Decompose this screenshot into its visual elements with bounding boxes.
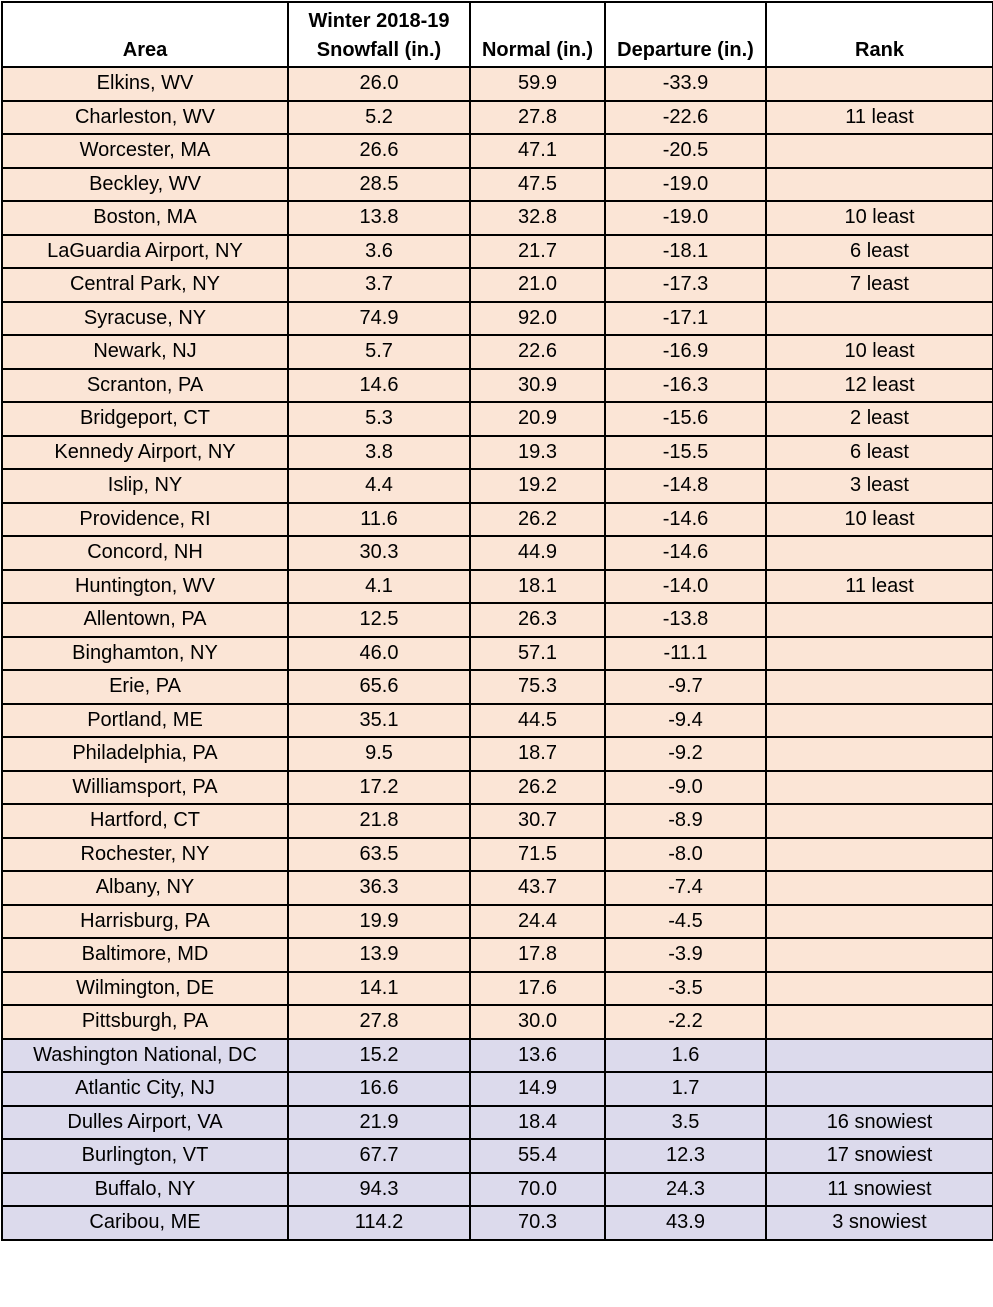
cell-snowfall: 114.2: [288, 1206, 470, 1240]
cell-rank: [766, 536, 993, 570]
cell-normal: 71.5: [470, 838, 605, 872]
table-row: [2, 1072, 993, 1106]
cell-departure: -2.2: [605, 1005, 766, 1039]
table-row: [2, 67, 993, 101]
cell-rank: 7 least: [766, 268, 993, 302]
cell-area: Bridgeport, CT: [2, 402, 288, 436]
cell-rank: [766, 838, 993, 872]
table-row: [2, 469, 993, 503]
cell-departure: -14.6: [605, 503, 766, 537]
table-row: [2, 302, 993, 336]
cell-area: Beckley, WV: [2, 168, 288, 202]
cell-area: Portland, ME: [2, 704, 288, 738]
cell-snowfall: 4.4: [288, 469, 470, 503]
cell-normal: 27.8: [470, 101, 605, 135]
cell-normal: 19.3: [470, 436, 605, 470]
cell-normal: 17.8: [470, 938, 605, 972]
cell-normal: 70.3: [470, 1206, 605, 1240]
cell-snowfall: 30.3: [288, 536, 470, 570]
cell-area: Albany, NY: [2, 871, 288, 905]
cell-snowfall: 11.6: [288, 503, 470, 537]
cell-departure: -9.4: [605, 704, 766, 738]
cell-snowfall: 36.3: [288, 871, 470, 905]
cell-rank: [766, 938, 993, 972]
cell-departure: -14.0: [605, 570, 766, 604]
cell-departure: 3.5: [605, 1106, 766, 1140]
cell-area: Erie, PA: [2, 670, 288, 704]
cell-rank: 10 least: [766, 201, 993, 235]
cell-area: Charleston, WV: [2, 101, 288, 135]
header-snowfall-line2: Snowfall (in.): [316, 39, 442, 61]
table-row: [2, 1005, 993, 1039]
cell-rank: [766, 168, 993, 202]
cell-rank: 17 snowiest: [766, 1139, 993, 1173]
cell-departure: -15.6: [605, 402, 766, 436]
cell-departure: -14.8: [605, 469, 766, 503]
cell-snowfall: 21.8: [288, 804, 470, 838]
cell-departure: -33.9: [605, 67, 766, 101]
cell-departure: -18.1: [605, 235, 766, 269]
cell-snowfall: 21.9: [288, 1106, 470, 1140]
cell-area: Hartford, CT: [2, 804, 288, 838]
cell-snowfall: 3.8: [288, 436, 470, 470]
table-row: [2, 101, 993, 135]
cell-rank: [766, 670, 993, 704]
cell-area: Washington National, DC: [2, 1039, 288, 1073]
cell-area: Rochester, NY: [2, 838, 288, 872]
cell-normal: 21.7: [470, 235, 605, 269]
cell-normal: 26.2: [470, 503, 605, 537]
cell-snowfall: 5.2: [288, 101, 470, 135]
cell-snowfall: 5.7: [288, 335, 470, 369]
table-row: [2, 938, 993, 972]
cell-area: Pittsburgh, PA: [2, 1005, 288, 1039]
cell-rank: 6 least: [766, 436, 993, 470]
cell-area: Allentown, PA: [2, 603, 288, 637]
table-row: [2, 1206, 993, 1240]
cell-normal: 24.4: [470, 905, 605, 939]
cell-normal: 44.5: [470, 704, 605, 738]
cell-normal: 55.4: [470, 1139, 605, 1173]
cell-snowfall: 63.5: [288, 838, 470, 872]
cell-snowfall: 67.7: [288, 1139, 470, 1173]
cell-area: Burlington, VT: [2, 1139, 288, 1173]
cell-snowfall: 13.8: [288, 201, 470, 235]
cell-normal: 26.2: [470, 771, 605, 805]
table-row: [2, 905, 993, 939]
table-row: [2, 570, 993, 604]
cell-rank: 6 least: [766, 235, 993, 269]
table-header: [2, 2, 993, 67]
cell-snowfall: 28.5: [288, 168, 470, 202]
table-row: [2, 670, 993, 704]
cell-area: Boston, MA: [2, 201, 288, 235]
table-row: [2, 804, 993, 838]
cell-normal: 19.2: [470, 469, 605, 503]
cell-rank: 11 snowiest: [766, 1173, 993, 1207]
cell-area: Elkins, WV: [2, 67, 288, 101]
cell-normal: 17.6: [470, 972, 605, 1006]
table-row: [2, 168, 993, 202]
cell-normal: 14.9: [470, 1072, 605, 1106]
cell-snowfall: 19.9: [288, 905, 470, 939]
cell-snowfall: 13.9: [288, 938, 470, 972]
cell-snowfall: 15.2: [288, 1039, 470, 1073]
cell-departure: -19.0: [605, 168, 766, 202]
header-row: [2, 2, 993, 67]
table-row: [2, 402, 993, 436]
cell-normal: 18.4: [470, 1106, 605, 1140]
table-row: [2, 1173, 993, 1207]
cell-snowfall: 3.6: [288, 235, 470, 269]
cell-departure: -22.6: [605, 101, 766, 135]
cell-departure: 1.7: [605, 1072, 766, 1106]
cell-rank: 3 least: [766, 469, 993, 503]
table-row: [2, 369, 993, 403]
cell-normal: 13.6: [470, 1039, 605, 1073]
cell-departure: -17.3: [605, 268, 766, 302]
cell-normal: 30.9: [470, 369, 605, 403]
cell-normal: 18.1: [470, 570, 605, 604]
cell-departure: 12.3: [605, 1139, 766, 1173]
cell-snowfall: 3.7: [288, 268, 470, 302]
cell-normal: 70.0: [470, 1173, 605, 1207]
cell-normal: 26.3: [470, 603, 605, 637]
cell-rank: 3 snowiest: [766, 1206, 993, 1240]
cell-snowfall: 35.1: [288, 704, 470, 738]
cell-snowfall: 16.6: [288, 1072, 470, 1106]
header-area: Area: [2, 2, 288, 67]
cell-snowfall: 14.1: [288, 972, 470, 1006]
cell-normal: 57.1: [470, 637, 605, 671]
cell-rank: [766, 972, 993, 1006]
table-row: [2, 771, 993, 805]
cell-area: Buffalo, NY: [2, 1173, 288, 1207]
header-snowfall-line1: Winter 2018-19: [308, 10, 450, 32]
cell-normal: 21.0: [470, 268, 605, 302]
cell-area: Harrisburg, PA: [2, 905, 288, 939]
cell-departure: -9.0: [605, 771, 766, 805]
cell-snowfall: 17.2: [288, 771, 470, 805]
cell-rank: 11 least: [766, 101, 993, 135]
cell-area: Binghamton, NY: [2, 637, 288, 671]
cell-departure: -16.9: [605, 335, 766, 369]
cell-area: Islip, NY: [2, 469, 288, 503]
cell-rank: [766, 871, 993, 905]
cell-rank: 10 least: [766, 335, 993, 369]
cell-normal: 22.6: [470, 335, 605, 369]
cell-departure: -11.1: [605, 637, 766, 671]
cell-rank: 11 least: [766, 570, 993, 604]
table-row: [2, 235, 993, 269]
snowfall-table: [1, 1, 993, 1241]
cell-normal: 92.0: [470, 302, 605, 336]
table-row: [2, 335, 993, 369]
cell-snowfall: 46.0: [288, 637, 470, 671]
cell-normal: 44.9: [470, 536, 605, 570]
cell-rank: [766, 67, 993, 101]
cell-area: Syracuse, NY: [2, 302, 288, 336]
table-row: [2, 268, 993, 302]
cell-normal: 32.8: [470, 201, 605, 235]
table-row: [2, 637, 993, 671]
cell-area: Scranton, PA: [2, 369, 288, 403]
cell-rank: [766, 134, 993, 168]
cell-rank: [766, 1072, 993, 1106]
cell-snowfall: 74.9: [288, 302, 470, 336]
table-row: [2, 871, 993, 905]
cell-departure: 24.3: [605, 1173, 766, 1207]
cell-departure: -9.2: [605, 737, 766, 771]
cell-area: Providence, RI: [2, 503, 288, 537]
table-row: [2, 1039, 993, 1073]
cell-area: Newark, NJ: [2, 335, 288, 369]
cell-departure: -3.9: [605, 938, 766, 972]
cell-area: Philadelphia, PA: [2, 737, 288, 771]
table-row: [2, 737, 993, 771]
cell-departure: 1.6: [605, 1039, 766, 1073]
cell-snowfall: 12.5: [288, 603, 470, 637]
cell-area: Huntington, WV: [2, 570, 288, 604]
cell-departure: 43.9: [605, 1206, 766, 1240]
table-row: [2, 134, 993, 168]
cell-departure: -8.9: [605, 804, 766, 838]
cell-area: Concord, NH: [2, 536, 288, 570]
header-rank: Rank: [766, 2, 993, 67]
cell-rank: [766, 905, 993, 939]
cell-departure: -8.0: [605, 838, 766, 872]
table-row: [2, 1139, 993, 1173]
cell-rank: 2 least: [766, 402, 993, 436]
cell-normal: 47.5: [470, 168, 605, 202]
cell-snowfall: 27.8: [288, 1005, 470, 1039]
cell-area: Kennedy Airport, NY: [2, 436, 288, 470]
cell-rank: 16 snowiest: [766, 1106, 993, 1140]
cell-normal: 30.0: [470, 1005, 605, 1039]
cell-area: Caribou, ME: [2, 1206, 288, 1240]
cell-snowfall: 94.3: [288, 1173, 470, 1207]
cell-area: Dulles Airport, VA: [2, 1106, 288, 1140]
cell-rank: [766, 737, 993, 771]
cell-area: Central Park, NY: [2, 268, 288, 302]
cell-normal: 30.7: [470, 804, 605, 838]
cell-normal: 20.9: [470, 402, 605, 436]
cell-area: Worcester, MA: [2, 134, 288, 168]
table-row: [2, 503, 993, 537]
cell-snowfall: 5.3: [288, 402, 470, 436]
cell-rank: [766, 603, 993, 637]
cell-normal: 59.9: [470, 67, 605, 101]
cell-departure: -4.5: [605, 905, 766, 939]
header-departure: Departure (in.): [605, 2, 766, 67]
cell-area: Williamsport, PA: [2, 771, 288, 805]
cell-snowfall: 4.1: [288, 570, 470, 604]
header-normal: Normal (in.): [470, 2, 605, 67]
cell-departure: -9.7: [605, 670, 766, 704]
table-row: [2, 201, 993, 235]
cell-departure: -17.1: [605, 302, 766, 336]
cell-departure: -13.8: [605, 603, 766, 637]
cell-rank: [766, 1005, 993, 1039]
cell-rank: [766, 302, 993, 336]
cell-area: Atlantic City, NJ: [2, 1072, 288, 1106]
cell-departure: -20.5: [605, 134, 766, 168]
table-row: [2, 972, 993, 1006]
cell-departure: -15.5: [605, 436, 766, 470]
table-row: [2, 436, 993, 470]
cell-rank: [766, 1039, 993, 1073]
cell-departure: -19.0: [605, 201, 766, 235]
cell-departure: -16.3: [605, 369, 766, 403]
table-row: [2, 838, 993, 872]
cell-rank: [766, 637, 993, 671]
cell-area: LaGuardia Airport, NY: [2, 235, 288, 269]
cell-normal: 47.1: [470, 134, 605, 168]
cell-rank: 10 least: [766, 503, 993, 537]
cell-snowfall: 14.6: [288, 369, 470, 403]
cell-normal: 43.7: [470, 871, 605, 905]
table-row: [2, 536, 993, 570]
cell-rank: [766, 704, 993, 738]
cell-departure: -7.4: [605, 871, 766, 905]
cell-rank: [766, 771, 993, 805]
cell-snowfall: 65.6: [288, 670, 470, 704]
cell-normal: 75.3: [470, 670, 605, 704]
header-snowfall: [288, 2, 470, 67]
table-row: [2, 1106, 993, 1140]
cell-rank: [766, 804, 993, 838]
cell-departure: -3.5: [605, 972, 766, 1006]
table-row: [2, 603, 993, 637]
cell-area: Baltimore, MD: [2, 938, 288, 972]
cell-area: Wilmington, DE: [2, 972, 288, 1006]
cell-departure: -14.6: [605, 536, 766, 570]
table-body: [2, 67, 993, 1240]
cell-snowfall: 26.6: [288, 134, 470, 168]
cell-rank: 12 least: [766, 369, 993, 403]
table-row: [2, 704, 993, 738]
cell-snowfall: 9.5: [288, 737, 470, 771]
cell-normal: 18.7: [470, 737, 605, 771]
cell-snowfall: 26.0: [288, 67, 470, 101]
